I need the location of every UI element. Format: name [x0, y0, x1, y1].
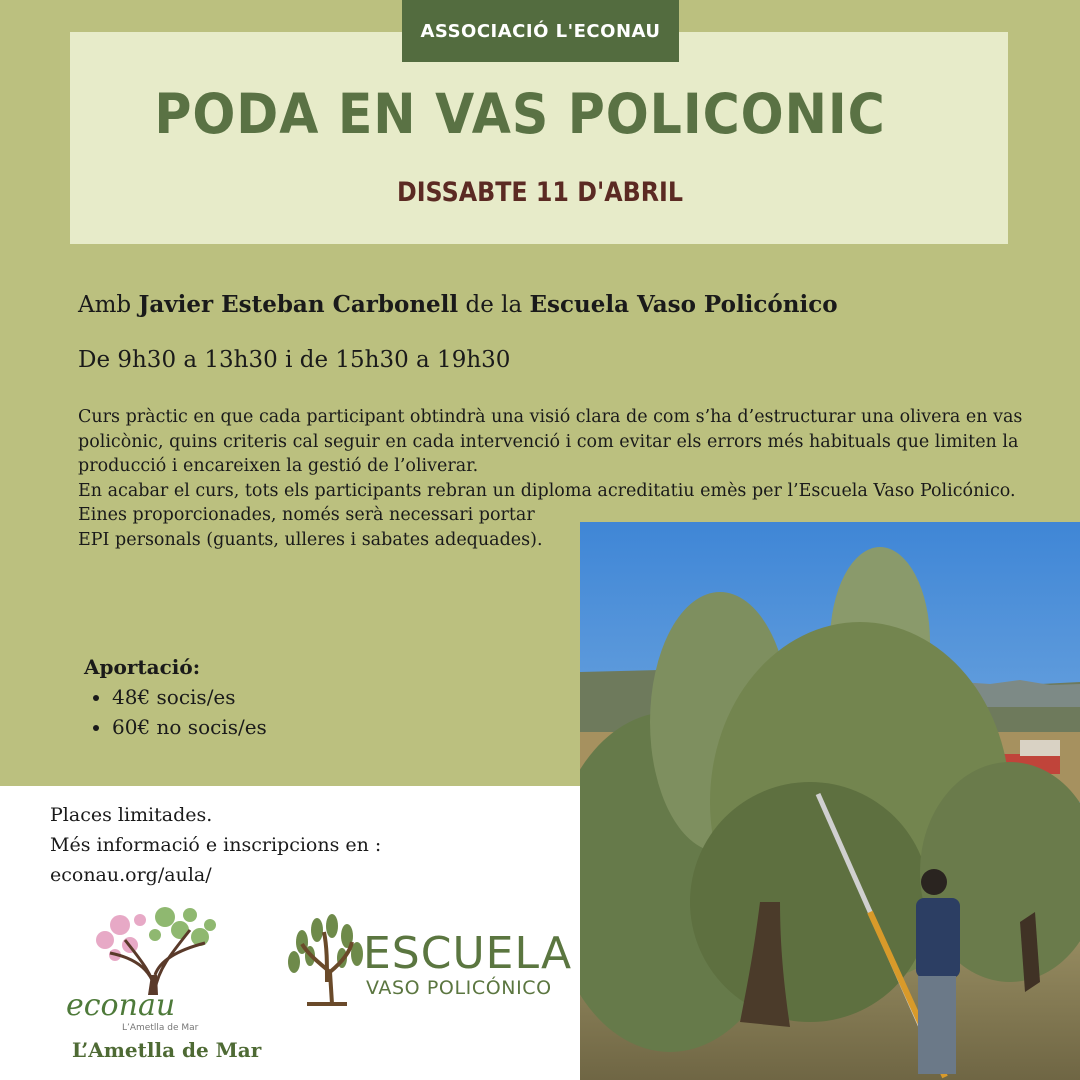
price-member: • 48€ socis/es — [112, 682, 267, 712]
registration-info — [50, 800, 381, 890]
schedule-hours: De 9h30 a 13h30 i de 15h30 a 19h30 — [78, 347, 511, 373]
price-list — [84, 682, 267, 742]
econau-tagline: L’Ametlla de Mar — [122, 1023, 199, 1033]
price-title: Aportació: — [84, 655, 201, 679]
instructor-line — [78, 288, 838, 322]
econau-wordmark: econau — [66, 988, 176, 1023]
description-paragraph: En acabar el curs, tots els participants rebran un diploma acreditatiu emès per l’Escuela Vaso Policónico. — [78, 480, 1016, 501]
event-date: DISSABTE 11 D'ABRIL — [396, 177, 684, 208]
description-paragraph: Curs pràctic en que cada participant obtindrà una visió clara de com s’ha d’estructurar una olivera en vas policònic, quins criteris cal seguir en cada intervenció i com evitar els errors més habituals que limiten la producció i encareixen la gestió de l’oliverar. — [78, 407, 1023, 476]
escuela-tree-icon — [282, 912, 372, 1008]
association-tag: ASSOCIACIÓ L'ECONAU — [402, 0, 679, 62]
description-paragraph: Eines proporcionades, només serà necessari portar — [78, 505, 535, 525]
more-info: Més informació e inscripcions en : — [50, 834, 382, 856]
escuela-wordmark: ESCUELA — [363, 928, 573, 979]
limited-places: Places limitades. — [50, 804, 213, 826]
escuela-subtitle: VASO POLICÓNICO — [366, 977, 552, 999]
olive-tree-photo — [580, 522, 1080, 1080]
price-section — [84, 652, 267, 742]
page-title: PODA EN VAS POLICONIC — [154, 82, 886, 146]
intro-middle: de la — [465, 292, 523, 318]
price-non-member: • 60€ no socis/es — [112, 712, 267, 742]
description-paragraph: EPI personals (guants, ulleres i sabates adequades). — [78, 529, 543, 550]
instructor-name: Javier Esteban Carbonell — [138, 291, 459, 318]
econau-caption: L’Ametlla de Mar — [72, 1038, 262, 1062]
school-name: Escuela Vaso Policónico — [529, 291, 838, 318]
econau-logo — [60, 895, 260, 1035]
registration-link[interactable]: econau.org/aula/ — [50, 864, 212, 886]
intro-prefix: Amb — [78, 292, 132, 318]
